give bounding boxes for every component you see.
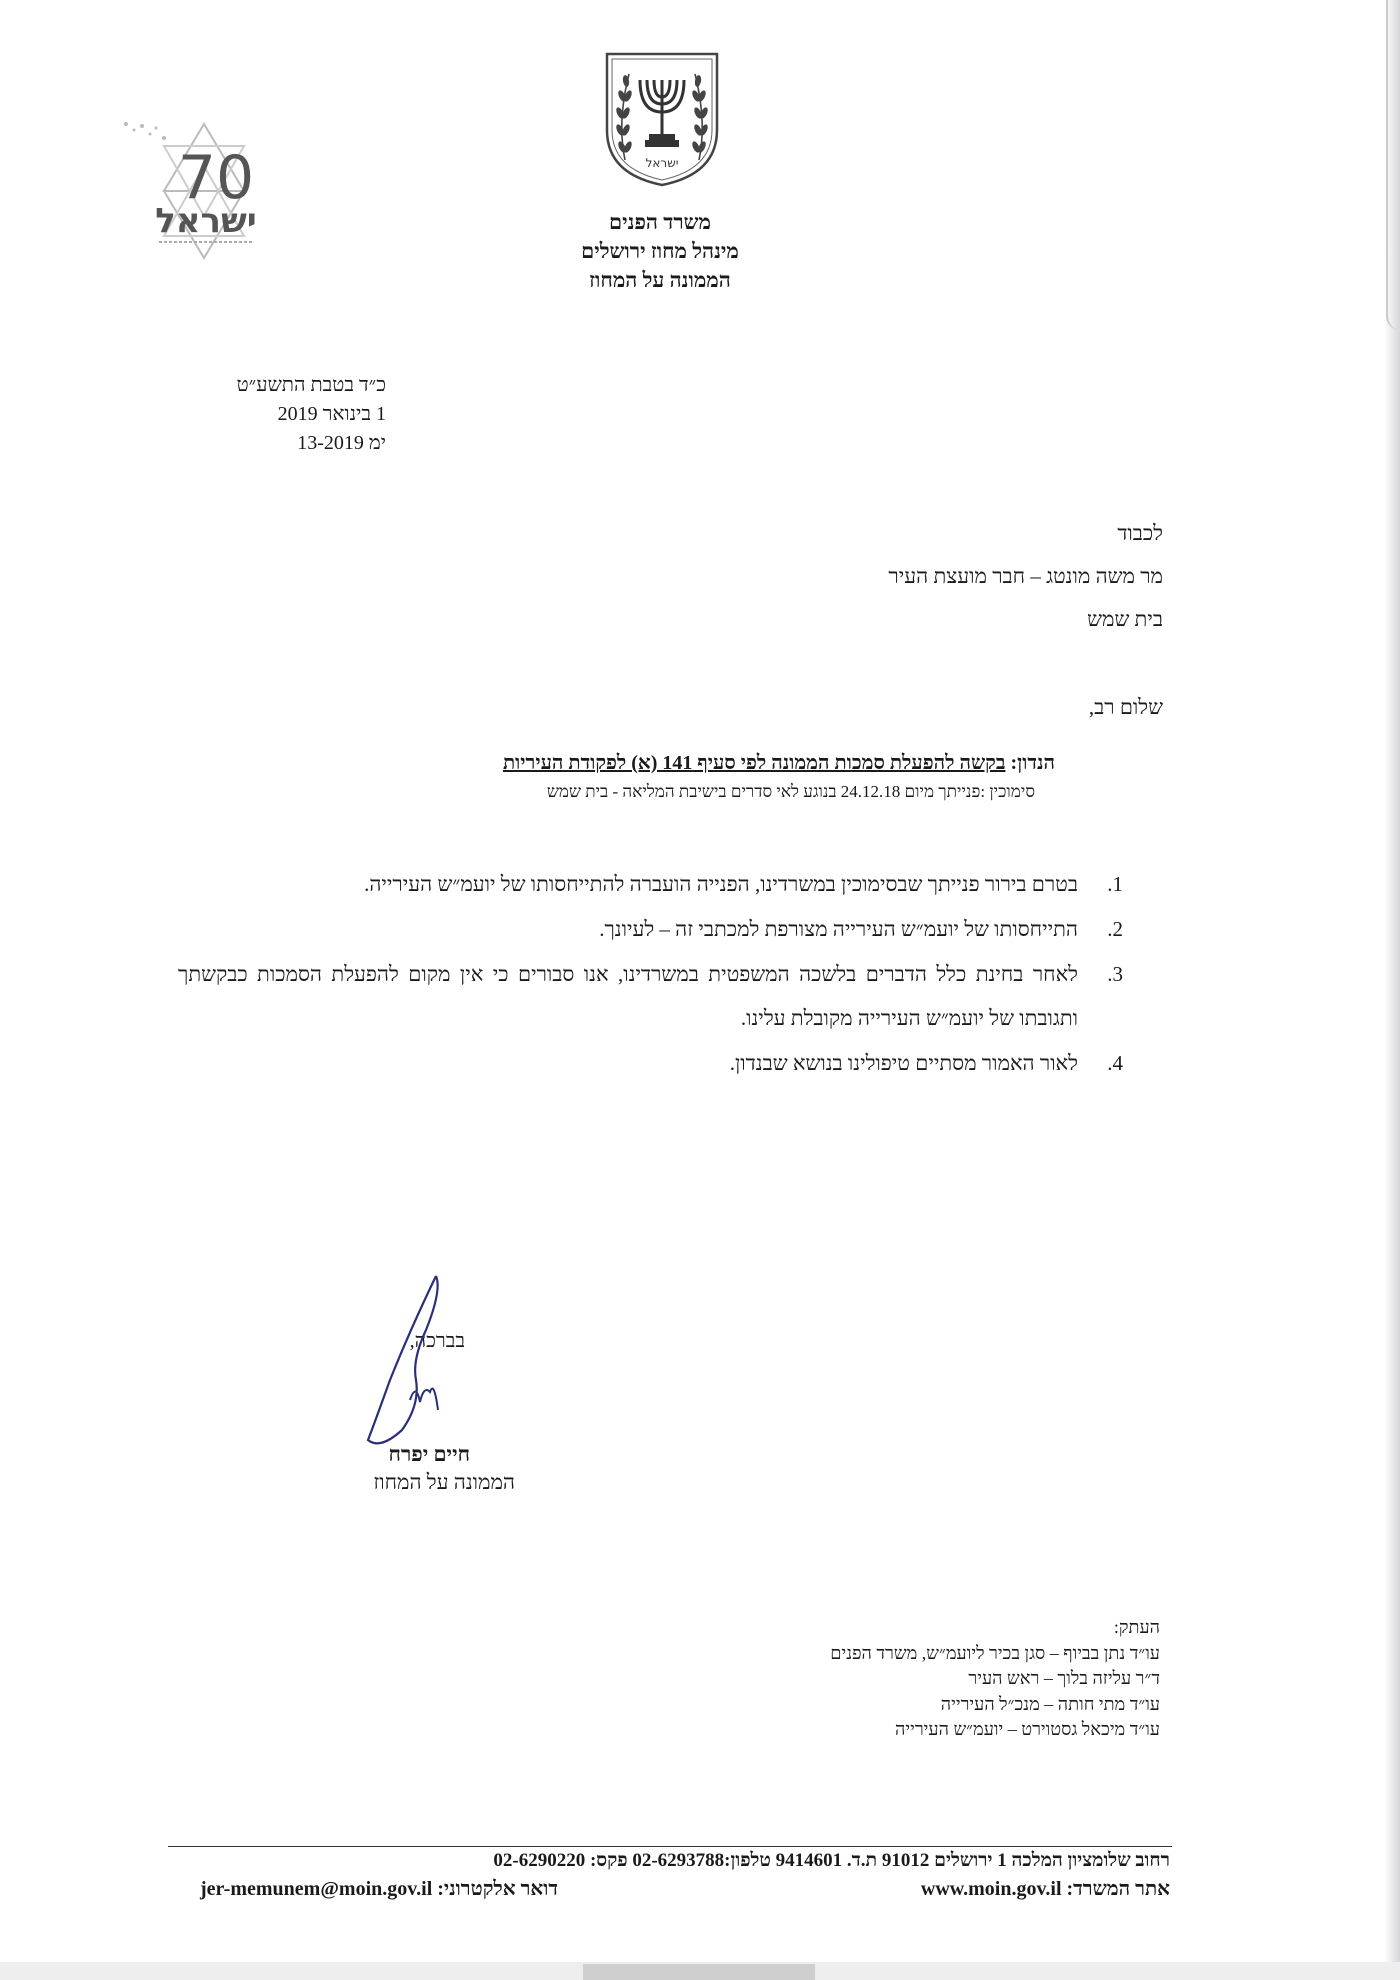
paragraph-number: 2. bbox=[1107, 917, 1123, 941]
addressee-name: מר משה מונטג – חבר מועצת העיר bbox=[888, 564, 1163, 588]
addressee-block bbox=[700, 512, 1163, 641]
scroll-thumb[interactable] bbox=[583, 1964, 815, 1980]
signer-name: חיים יפרח bbox=[388, 1442, 470, 1466]
paragraph bbox=[178, 952, 1123, 1040]
footer-email: דואר אלקטרוני: jer-memunem@moin.gov.il bbox=[200, 1878, 558, 1900]
paragraph bbox=[178, 862, 1123, 906]
cc-block bbox=[620, 1615, 1160, 1743]
closing-text: בברכה, bbox=[409, 1330, 465, 1352]
footer-website: אתר המשרד: www.moin.gov.il bbox=[920, 1878, 1170, 1900]
paragraph-number: 4. bbox=[1107, 1051, 1123, 1075]
cc-recipient: עו״ד מתי חותה – מנכ״ל העירייה bbox=[940, 1693, 1160, 1714]
date-block bbox=[150, 371, 386, 458]
paragraph-text: לאחר בחינת כלל הדברים בלשכה המשפטית במשרדינו, אנו סבורים כי אין מקום להפעלת הסמכות כבקשתך ותגובתו של יועמ״ש העירייה מקובלת עלינו. bbox=[178, 962, 1078, 1030]
paragraph bbox=[178, 1041, 1123, 1085]
greeting: שלום רב, bbox=[1088, 695, 1163, 719]
reference-number: ימ 13-2019 bbox=[297, 432, 386, 454]
israel-70-logo bbox=[104, 116, 304, 266]
paragraph-number: 3. bbox=[1107, 962, 1123, 986]
footer-address: רחוב שלומציון המלכה 1 ירושלים 91012 ת.ד. 9414601 טלפון:02-6293788 פקס: 02-6290220 bbox=[493, 1850, 1170, 1871]
addressee-to: לכבוד bbox=[1117, 521, 1163, 545]
state-emblem-icon bbox=[603, 52, 721, 187]
svg-text:70: 70 bbox=[177, 143, 255, 213]
subject-label: הנדון: bbox=[1010, 752, 1055, 774]
ministry-name: משרד הפנים bbox=[609, 210, 711, 234]
svg-text:ישראל: ישראל bbox=[155, 201, 257, 241]
footer-contact bbox=[170, 1878, 1170, 1908]
subject-reference: סימוכין :פנייתך מיום 24.12.18 בנוגע לאי סדרים בישיבת המליאה - בית שמש bbox=[546, 782, 1035, 801]
district-name: מינהל מחוז ירושלים bbox=[581, 239, 739, 263]
paragraph bbox=[178, 907, 1123, 951]
paragraph-text: לאור האמור מסתיים טיפולינו בנושא שבנדון. bbox=[729, 1051, 1078, 1075]
handwritten-signature bbox=[350, 1270, 470, 1455]
svg-text:ישראל: ישראל bbox=[645, 156, 679, 170]
paragraph-text: התייחסותו של יועמ״ש העירייה מצורפת למכתבי זה – לעיונך. bbox=[599, 917, 1078, 941]
subject-text: בקשה להפעלת סמכות הממונה לפי סעיף 141 (א) לפקודת העיריות bbox=[502, 752, 1006, 774]
gregorian-date: 1 בינואר 2019 bbox=[277, 403, 386, 425]
paragraph-number: 1. bbox=[1107, 872, 1123, 896]
page-edge-notch bbox=[1386, 0, 1400, 330]
ministry-heading bbox=[450, 208, 870, 295]
cc-recipient: עו״ד מיכאל גסטוירט – יועמ״ש העירייה bbox=[895, 1719, 1160, 1739]
hebrew-date: כ״ד בטבת התשע״ט bbox=[236, 374, 386, 396]
commissioner-title: הממונה על המחוז bbox=[589, 268, 731, 292]
signer-title: הממונה על המחוז bbox=[373, 1470, 515, 1494]
subject-line bbox=[220, 752, 1055, 775]
cc-label: העתק: bbox=[1113, 1617, 1160, 1637]
cc-recipient: עו״ד נתן בביוף – סגן בכיר ליועמ״ש, משרד הפנים bbox=[830, 1642, 1160, 1663]
addressee-city: בית שמש bbox=[1087, 607, 1163, 631]
paragraph-text: בטרם בירור פנייתך שבסימוכין במשרדינו, הפנייה הועברה להתייחסותו של יועמ״ש העירייה. bbox=[364, 872, 1078, 896]
cc-recipient: ד״ר עליזה בלוך – ראש העיר bbox=[968, 1668, 1160, 1688]
body-paragraphs bbox=[178, 862, 1123, 1086]
